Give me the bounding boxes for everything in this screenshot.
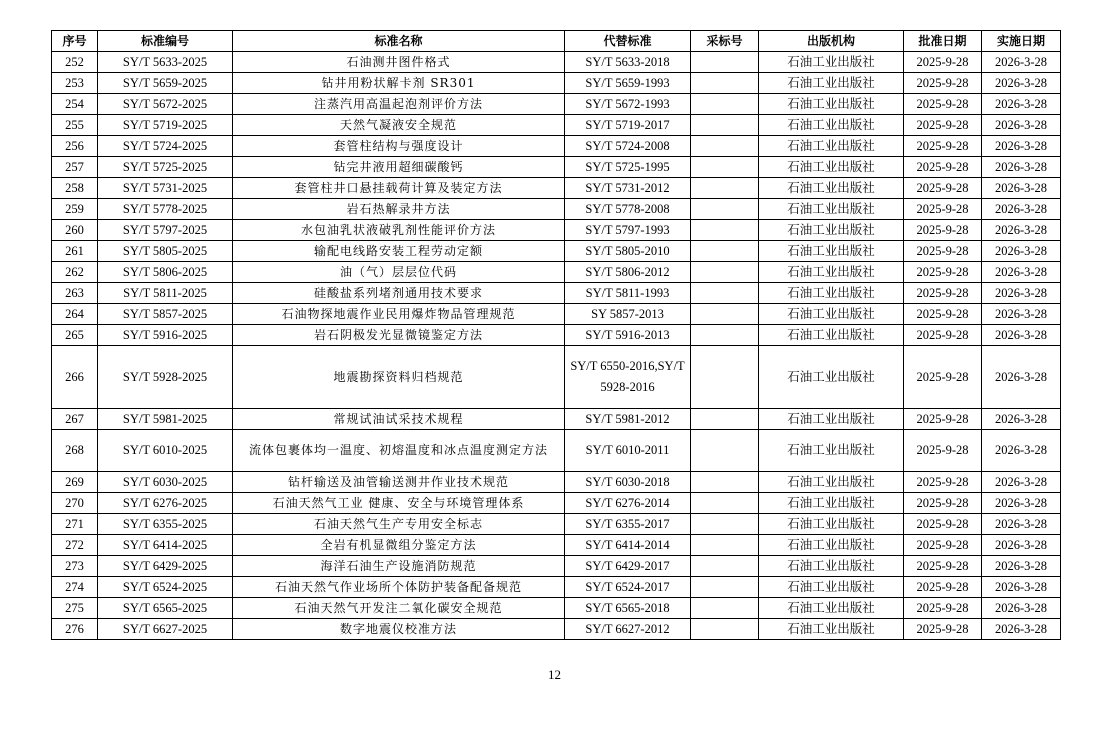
cell-publisher: 石油工业出版社	[759, 304, 904, 325]
cell-adoption-number	[691, 472, 759, 493]
cell-adoption-number	[691, 94, 759, 115]
cell-standard-number: SY/T 5659-2025	[98, 73, 233, 94]
cell-approval-date: 2025-9-28	[904, 283, 982, 304]
cell-adoption-number	[691, 283, 759, 304]
cell-standard-number: SY/T 5724-2025	[98, 136, 233, 157]
cell-publisher: 石油工业出版社	[759, 262, 904, 283]
cell-replaced-standard: SY/T 5659-1993	[565, 73, 691, 94]
cell-standard-number: SY/T 5778-2025	[98, 199, 233, 220]
cell-publisher: 石油工业出版社	[759, 346, 904, 409]
col-header-publisher: 出版机构	[759, 31, 904, 52]
col-header-standard-name: 标准名称	[233, 31, 565, 52]
cell-replaced-standard: SY/T 5981-2012	[565, 409, 691, 430]
cell-effective-date: 2026-3-28	[982, 220, 1061, 241]
cell-effective-date: 2026-3-28	[982, 409, 1061, 430]
cell-standard-name: 流体包裹体均一温度、初熔温度和冰点温度测定方法	[233, 430, 565, 472]
cell-standard-name: 油（气）层层位代码	[233, 262, 565, 283]
cell-row-index: 254	[52, 94, 98, 115]
cell-publisher: 石油工业出版社	[759, 220, 904, 241]
cell-publisher: 石油工业出版社	[759, 493, 904, 514]
cell-approval-date: 2025-9-28	[904, 577, 982, 598]
cell-row-index: 268	[52, 430, 98, 472]
cell-row-index: 265	[52, 325, 98, 346]
table-row	[52, 535, 1061, 556]
table-row	[52, 52, 1061, 73]
cell-publisher: 石油工业出版社	[759, 115, 904, 136]
table-row	[52, 430, 1061, 472]
table-row	[52, 304, 1061, 325]
cell-standard-number: SY/T 5805-2025	[98, 241, 233, 262]
table-row	[52, 493, 1061, 514]
cell-effective-date: 2026-3-28	[982, 304, 1061, 325]
cell-approval-date: 2025-9-28	[904, 325, 982, 346]
cell-approval-date: 2025-9-28	[904, 262, 982, 283]
cell-standard-name: 钻杆输送及油管输送测井作业技术规范	[233, 472, 565, 493]
table-row	[52, 514, 1061, 535]
col-header-adoption-number: 采标号	[691, 31, 759, 52]
table-row	[52, 94, 1061, 115]
cell-approval-date: 2025-9-28	[904, 52, 982, 73]
cell-standard-name: 数字地震仪校准方法	[233, 619, 565, 640]
cell-approval-date: 2025-9-28	[904, 241, 982, 262]
cell-row-index: 270	[52, 493, 98, 514]
cell-replaced-standard: SY/T 6550-2016,SY/T 5928-2016	[565, 346, 691, 409]
cell-effective-date: 2026-3-28	[982, 73, 1061, 94]
col-header-index: 序号	[52, 31, 98, 52]
table-row	[52, 220, 1061, 241]
col-header-replaced-standard: 代替标准	[565, 31, 691, 52]
cell-publisher: 石油工业出版社	[759, 94, 904, 115]
cell-adoption-number	[691, 52, 759, 73]
cell-adoption-number	[691, 220, 759, 241]
cell-replaced-standard: SY/T 6010-2011	[565, 430, 691, 472]
standards-table-container	[51, 30, 1060, 640]
cell-standard-number: SY/T 5981-2025	[98, 409, 233, 430]
cell-row-index: 263	[52, 283, 98, 304]
cell-publisher: 石油工业出版社	[759, 52, 904, 73]
col-header-approval-date: 批准日期	[904, 31, 982, 52]
cell-standard-name: 常规试油试采技术规程	[233, 409, 565, 430]
cell-approval-date: 2025-9-28	[904, 136, 982, 157]
table-row	[52, 409, 1061, 430]
cell-approval-date: 2025-9-28	[904, 598, 982, 619]
cell-standard-name: 硅酸盐系列堵剂通用技术要求	[233, 283, 565, 304]
cell-adoption-number	[691, 493, 759, 514]
cell-standard-name: 套管柱井口悬挂载荷计算及装定方法	[233, 178, 565, 199]
cell-publisher: 石油工业出版社	[759, 535, 904, 556]
cell-standard-name: 钻井用粉状解卡剂 SR301	[233, 73, 565, 94]
cell-approval-date: 2025-9-28	[904, 304, 982, 325]
cell-standard-name: 石油测井图件格式	[233, 52, 565, 73]
standards-table	[51, 30, 1061, 640]
cell-standard-name: 石油天然气工业 健康、安全与环境管理体系	[233, 493, 565, 514]
cell-publisher: 石油工业出版社	[759, 241, 904, 262]
cell-standard-number: SY/T 6276-2025	[98, 493, 233, 514]
cell-row-index: 272	[52, 535, 98, 556]
cell-approval-date: 2025-9-28	[904, 73, 982, 94]
cell-effective-date: 2026-3-28	[982, 283, 1061, 304]
cell-replaced-standard: SY/T 5719-2017	[565, 115, 691, 136]
cell-replaced-standard: SY/T 6627-2012	[565, 619, 691, 640]
table-row	[52, 157, 1061, 178]
cell-replaced-standard: SY 5857-2013	[565, 304, 691, 325]
cell-effective-date: 2026-3-28	[982, 577, 1061, 598]
cell-approval-date: 2025-9-28	[904, 346, 982, 409]
cell-row-index: 274	[52, 577, 98, 598]
cell-standard-number: SY/T 5725-2025	[98, 157, 233, 178]
cell-publisher: 石油工业出版社	[759, 157, 904, 178]
table-row	[52, 325, 1061, 346]
cell-standard-name: 注蒸汽用高温起泡剂评价方法	[233, 94, 565, 115]
cell-standard-number: SY/T 5806-2025	[98, 262, 233, 283]
cell-row-index: 260	[52, 220, 98, 241]
cell-publisher: 石油工业出版社	[759, 409, 904, 430]
cell-standard-name: 石油物探地震作业民用爆炸物品管理规范	[233, 304, 565, 325]
cell-standard-name: 地震勘探资料归档规范	[233, 346, 565, 409]
cell-replaced-standard: SY/T 6524-2017	[565, 577, 691, 598]
cell-adoption-number	[691, 325, 759, 346]
cell-adoption-number	[691, 514, 759, 535]
table-row	[52, 241, 1061, 262]
cell-approval-date: 2025-9-28	[904, 178, 982, 199]
cell-standard-number: SY/T 5811-2025	[98, 283, 233, 304]
cell-approval-date: 2025-9-28	[904, 514, 982, 535]
cell-row-index: 273	[52, 556, 98, 577]
cell-standard-number: SY/T 5857-2025	[98, 304, 233, 325]
cell-replaced-standard: SY/T 5725-1995	[565, 157, 691, 178]
cell-adoption-number	[691, 346, 759, 409]
table-row	[52, 346, 1061, 409]
cell-replaced-standard: SY/T 6030-2018	[565, 472, 691, 493]
cell-adoption-number	[691, 619, 759, 640]
cell-standard-number: SY/T 5731-2025	[98, 178, 233, 199]
cell-effective-date: 2026-3-28	[982, 94, 1061, 115]
table-row	[52, 199, 1061, 220]
cell-replaced-standard: SY/T 6414-2014	[565, 535, 691, 556]
cell-effective-date: 2026-3-28	[982, 262, 1061, 283]
cell-standard-number: SY/T 5928-2025	[98, 346, 233, 409]
cell-adoption-number	[691, 409, 759, 430]
col-header-standard-number: 标准编号	[98, 31, 233, 52]
cell-replaced-standard: SY/T 5724-2008	[565, 136, 691, 157]
cell-adoption-number	[691, 598, 759, 619]
cell-standard-name: 水包油乳状液破乳剂性能评价方法	[233, 220, 565, 241]
cell-replaced-standard: SY/T 5806-2012	[565, 262, 691, 283]
cell-row-index: 259	[52, 199, 98, 220]
cell-approval-date: 2025-9-28	[904, 472, 982, 493]
cell-replaced-standard: SY/T 5811-1993	[565, 283, 691, 304]
table-row	[52, 262, 1061, 283]
cell-standard-name: 岩石阴极发光显微镜鉴定方法	[233, 325, 565, 346]
cell-approval-date: 2025-9-28	[904, 199, 982, 220]
cell-replaced-standard: SY/T 6355-2017	[565, 514, 691, 535]
cell-approval-date: 2025-9-28	[904, 493, 982, 514]
table-row	[52, 73, 1061, 94]
cell-approval-date: 2025-9-28	[904, 535, 982, 556]
cell-effective-date: 2026-3-28	[982, 493, 1061, 514]
cell-row-index: 252	[52, 52, 98, 73]
cell-effective-date: 2026-3-28	[982, 178, 1061, 199]
cell-standard-number: SY/T 6010-2025	[98, 430, 233, 472]
cell-publisher: 石油工业出版社	[759, 136, 904, 157]
cell-approval-date: 2025-9-28	[904, 157, 982, 178]
cell-replaced-standard: SY/T 5797-1993	[565, 220, 691, 241]
cell-effective-date: 2026-3-28	[982, 556, 1061, 577]
cell-effective-date: 2026-3-28	[982, 199, 1061, 220]
cell-row-index: 275	[52, 598, 98, 619]
table-row	[52, 115, 1061, 136]
cell-replaced-standard: SY/T 5731-2012	[565, 178, 691, 199]
cell-replaced-standard: SY/T 5633-2018	[565, 52, 691, 73]
cell-effective-date: 2026-3-28	[982, 535, 1061, 556]
cell-row-index: 271	[52, 514, 98, 535]
cell-row-index: 276	[52, 619, 98, 640]
cell-standard-name: 钻完井液用超细碳酸钙	[233, 157, 565, 178]
cell-approval-date: 2025-9-28	[904, 115, 982, 136]
cell-publisher: 石油工业出版社	[759, 598, 904, 619]
cell-adoption-number	[691, 178, 759, 199]
cell-adoption-number	[691, 556, 759, 577]
cell-adoption-number	[691, 241, 759, 262]
table-row	[52, 577, 1061, 598]
cell-standard-number: SY/T 5633-2025	[98, 52, 233, 73]
cell-adoption-number	[691, 73, 759, 94]
cell-approval-date: 2025-9-28	[904, 430, 982, 472]
table-row	[52, 619, 1061, 640]
cell-effective-date: 2026-3-28	[982, 157, 1061, 178]
cell-row-index: 253	[52, 73, 98, 94]
cell-adoption-number	[691, 535, 759, 556]
cell-effective-date: 2026-3-28	[982, 598, 1061, 619]
cell-replaced-standard: SY/T 5672-1993	[565, 94, 691, 115]
cell-effective-date: 2026-3-28	[982, 136, 1061, 157]
cell-publisher: 石油工业出版社	[759, 178, 904, 199]
cell-row-index: 266	[52, 346, 98, 409]
cell-publisher: 石油工业出版社	[759, 514, 904, 535]
cell-replaced-standard: SY/T 5805-2010	[565, 241, 691, 262]
cell-standard-number: SY/T 6030-2025	[98, 472, 233, 493]
cell-effective-date: 2026-3-28	[982, 346, 1061, 409]
cell-replaced-standard: SY/T 6276-2014	[565, 493, 691, 514]
cell-standard-name: 输配电线路安装工程劳动定额	[233, 241, 565, 262]
cell-adoption-number	[691, 157, 759, 178]
cell-standard-number: SY/T 5672-2025	[98, 94, 233, 115]
cell-standard-name: 石油天然气作业场所个体防护装备配备规范	[233, 577, 565, 598]
cell-standard-name: 石油天然气开发注二氧化碳安全规范	[233, 598, 565, 619]
cell-standard-number: SY/T 5916-2025	[98, 325, 233, 346]
cell-publisher: 石油工业出版社	[759, 283, 904, 304]
cell-publisher: 石油工业出版社	[759, 556, 904, 577]
cell-adoption-number	[691, 304, 759, 325]
cell-row-index: 258	[52, 178, 98, 199]
cell-row-index: 257	[52, 157, 98, 178]
col-header-effective-date: 实施日期	[982, 31, 1061, 52]
cell-publisher: 石油工业出版社	[759, 472, 904, 493]
table-row	[52, 136, 1061, 157]
cell-replaced-standard: SY/T 5778-2008	[565, 199, 691, 220]
cell-adoption-number	[691, 136, 759, 157]
cell-standard-number: SY/T 6414-2025	[98, 535, 233, 556]
cell-standard-number: SY/T 6524-2025	[98, 577, 233, 598]
cell-adoption-number	[691, 199, 759, 220]
cell-adoption-number	[691, 430, 759, 472]
cell-replaced-standard: SY/T 6565-2018	[565, 598, 691, 619]
cell-approval-date: 2025-9-28	[904, 619, 982, 640]
cell-publisher: 石油工业出版社	[759, 619, 904, 640]
cell-standard-number: SY/T 6355-2025	[98, 514, 233, 535]
cell-effective-date: 2026-3-28	[982, 514, 1061, 535]
cell-standard-name: 岩石热解录井方法	[233, 199, 565, 220]
cell-replaced-standard: SY/T 6429-2017	[565, 556, 691, 577]
cell-standard-number: SY/T 6627-2025	[98, 619, 233, 640]
cell-publisher: 石油工业出版社	[759, 199, 904, 220]
cell-standard-number: SY/T 6565-2025	[98, 598, 233, 619]
cell-approval-date: 2025-9-28	[904, 556, 982, 577]
cell-effective-date: 2026-3-28	[982, 115, 1061, 136]
cell-replaced-standard: SY/T 5916-2013	[565, 325, 691, 346]
header-row	[52, 31, 1061, 52]
cell-approval-date: 2025-9-28	[904, 409, 982, 430]
cell-standard-number: SY/T 6429-2025	[98, 556, 233, 577]
table-row	[52, 283, 1061, 304]
cell-effective-date: 2026-3-28	[982, 241, 1061, 262]
cell-publisher: 石油工业出版社	[759, 577, 904, 598]
cell-row-index: 256	[52, 136, 98, 157]
cell-approval-date: 2025-9-28	[904, 220, 982, 241]
page-number: 12	[548, 667, 561, 682]
cell-standard-name: 天然气凝液安全规范	[233, 115, 565, 136]
cell-adoption-number	[691, 577, 759, 598]
cell-standard-number: SY/T 5797-2025	[98, 220, 233, 241]
cell-approval-date: 2025-9-28	[904, 94, 982, 115]
cell-effective-date: 2026-3-28	[982, 430, 1061, 472]
cell-standard-name: 石油天然气生产专用安全标志	[233, 514, 565, 535]
cell-adoption-number	[691, 262, 759, 283]
cell-publisher: 石油工业出版社	[759, 325, 904, 346]
cell-row-index: 269	[52, 472, 98, 493]
cell-row-index: 264	[52, 304, 98, 325]
table-row	[52, 556, 1061, 577]
cell-row-index: 262	[52, 262, 98, 283]
table-row	[52, 598, 1061, 619]
cell-row-index: 267	[52, 409, 98, 430]
cell-effective-date: 2026-3-28	[982, 619, 1061, 640]
cell-standard-name: 套管柱结构与强度设计	[233, 136, 565, 157]
cell-row-index: 261	[52, 241, 98, 262]
cell-publisher: 石油工业出版社	[759, 73, 904, 94]
cell-standard-name: 海洋石油生产设施消防规范	[233, 556, 565, 577]
table-row	[52, 178, 1061, 199]
cell-publisher: 石油工业出版社	[759, 430, 904, 472]
cell-adoption-number	[691, 115, 759, 136]
cell-effective-date: 2026-3-28	[982, 472, 1061, 493]
cell-standard-name: 全岩有机显微组分鉴定方法	[233, 535, 565, 556]
table-row	[52, 472, 1061, 493]
cell-effective-date: 2026-3-28	[982, 52, 1061, 73]
cell-effective-date: 2026-3-28	[982, 325, 1061, 346]
table-body	[52, 52, 1061, 640]
cell-row-index: 255	[52, 115, 98, 136]
cell-standard-number: SY/T 5719-2025	[98, 115, 233, 136]
